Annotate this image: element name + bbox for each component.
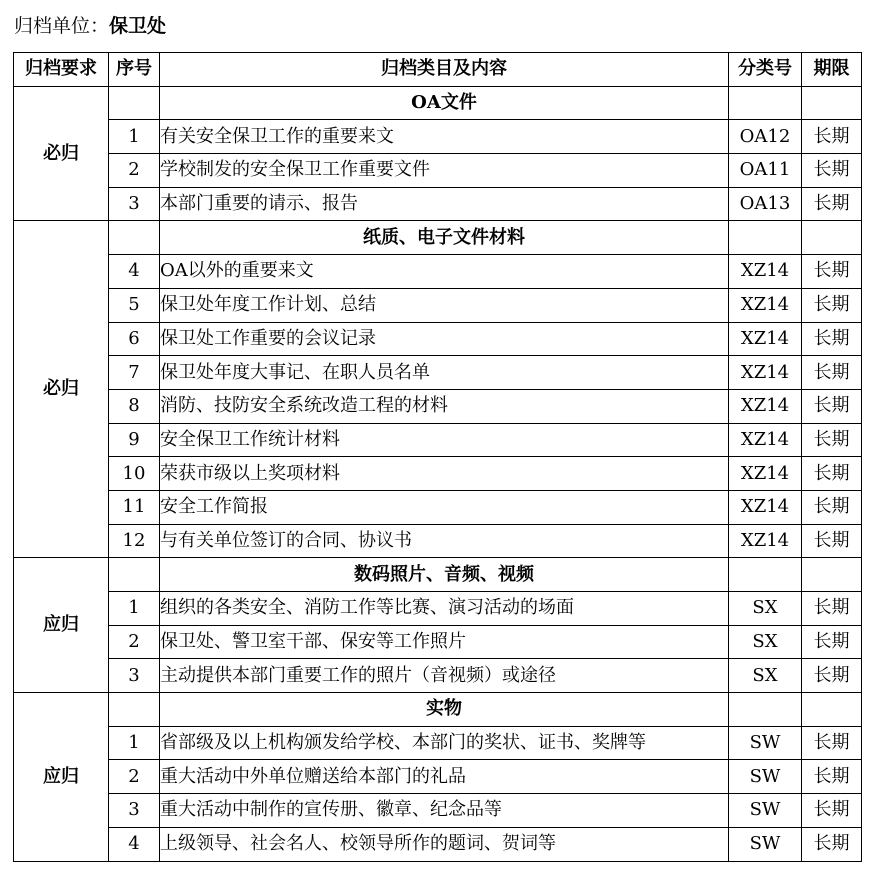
- table-row: [14, 726, 862, 760]
- retention-term-cell: 长期: [802, 356, 862, 390]
- retention-term-cell: 长期: [802, 625, 862, 659]
- content-cell: OA以外的重要来文: [160, 255, 729, 289]
- table-row: [14, 490, 862, 524]
- table-row: [14, 389, 862, 423]
- retention-term-cell: 长期: [802, 659, 862, 693]
- seq-cell: 2: [109, 625, 160, 659]
- content-cell: 与有关单位签订的合同、协议书: [160, 524, 729, 558]
- requirement-cell: 应归: [14, 693, 109, 861]
- empty-term-cell: [802, 693, 862, 727]
- table-row: [14, 187, 862, 221]
- empty-seq-cell: [109, 86, 160, 120]
- content-cell: 本部门重要的请示、报告: [160, 187, 729, 221]
- table-row: [14, 423, 862, 457]
- content-cell: 荣获市级以上奖项材料: [160, 457, 729, 491]
- section-title-cell: OA文件: [160, 86, 729, 120]
- section-title-cell: 实物: [160, 693, 729, 727]
- content-cell: 组织的各类安全、消防工作等比赛、演习活动的场面: [160, 592, 729, 626]
- empty-seq-cell: [109, 558, 160, 592]
- seq-cell: 10: [109, 457, 160, 491]
- classification-code-cell: SW: [729, 726, 802, 760]
- archive-unit-label: 归档单位：: [14, 15, 110, 37]
- section-title-row: [14, 558, 862, 592]
- content-cell: 重大活动中外单位赠送给本部门的礼品: [160, 760, 729, 794]
- classification-code-cell: XZ14: [729, 356, 802, 390]
- classification-code-cell: SW: [729, 760, 802, 794]
- content-cell: 消防、技防安全系统改造工程的材料: [160, 389, 729, 423]
- retention-term-cell: 长期: [802, 760, 862, 794]
- table-row: [14, 794, 862, 828]
- requirement-cell: 必归: [14, 86, 109, 221]
- classification-code-cell: SX: [729, 659, 802, 693]
- content-cell: 安全保卫工作统计材料: [160, 423, 729, 457]
- table-row: [14, 255, 862, 289]
- classification-code-cell: SX: [729, 592, 802, 626]
- retention-term-cell: 长期: [802, 322, 862, 356]
- seq-cell: 1: [109, 120, 160, 154]
- column-header-seq: 序号: [109, 53, 160, 87]
- archive-unit-name: 保卫处: [109, 15, 167, 37]
- empty-seq-cell: [109, 693, 160, 727]
- retention-term-cell: 长期: [802, 827, 862, 861]
- column-header-requirement: 归档要求: [14, 53, 109, 87]
- empty-code-cell: [729, 86, 802, 120]
- table-row: [14, 288, 862, 322]
- retention-term-cell: 长期: [802, 288, 862, 322]
- content-cell: 省部级及以上机构颁发给学校、本部门的奖状、证书、奖牌等: [160, 726, 729, 760]
- classification-code-cell: XZ14: [729, 524, 802, 558]
- seq-cell: 3: [109, 659, 160, 693]
- empty-code-cell: [729, 693, 802, 727]
- seq-cell: 9: [109, 423, 160, 457]
- seq-cell: 11: [109, 490, 160, 524]
- column-header-content: 归档类目及内容: [160, 53, 729, 87]
- table-row: [14, 356, 862, 390]
- content-cell: 学校制发的安全保卫工作重要文件: [160, 154, 729, 188]
- content-cell: 保卫处工作重要的会议记录: [160, 322, 729, 356]
- retention-term-cell: 长期: [802, 187, 862, 221]
- classification-code-cell: XZ14: [729, 389, 802, 423]
- classification-code-cell: XZ14: [729, 255, 802, 289]
- seq-cell: 2: [109, 760, 160, 794]
- table-row: [14, 827, 862, 861]
- table-row: [14, 592, 862, 626]
- seq-cell: 3: [109, 794, 160, 828]
- classification-code-cell: XZ14: [729, 457, 802, 491]
- retention-term-cell: 长期: [802, 255, 862, 289]
- content-cell: 有关安全保卫工作的重要来文: [160, 120, 729, 154]
- content-cell: 主动提供本部门重要工作的照片（音视频）或途径: [160, 659, 729, 693]
- table-row: [14, 625, 862, 659]
- classification-code-cell: XZ14: [729, 423, 802, 457]
- seq-cell: 12: [109, 524, 160, 558]
- table-body: [14, 86, 862, 861]
- table-header-row: [14, 53, 862, 87]
- content-cell: 保卫处年度大事记、在职人员名单: [160, 356, 729, 390]
- retention-term-cell: 长期: [802, 389, 862, 423]
- archive-unit-line: [14, 12, 166, 40]
- classification-code-cell: XZ14: [729, 322, 802, 356]
- seq-cell: 4: [109, 827, 160, 861]
- section-title-cell: 纸质、电子文件材料: [160, 221, 729, 255]
- section-title-row: [14, 693, 862, 727]
- content-cell: 上级领导、社会名人、校领导所作的题词、贺词等: [160, 827, 729, 861]
- section-title-row: [14, 86, 862, 120]
- table-row: [14, 322, 862, 356]
- retention-term-cell: 长期: [802, 423, 862, 457]
- retention-term-cell: 长期: [802, 794, 862, 828]
- classification-code-cell: OA13: [729, 187, 802, 221]
- content-cell: 安全工作简报: [160, 490, 729, 524]
- classification-code-cell: XZ14: [729, 288, 802, 322]
- retention-term-cell: 长期: [802, 154, 862, 188]
- seq-cell: 5: [109, 288, 160, 322]
- seq-cell: 2: [109, 154, 160, 188]
- retention-term-cell: 长期: [802, 524, 862, 558]
- empty-term-cell: [802, 221, 862, 255]
- classification-code-cell: SX: [729, 625, 802, 659]
- column-header-term: 期限: [802, 53, 862, 87]
- seq-cell: 4: [109, 255, 160, 289]
- content-cell: 保卫处、警卫室干部、保安等工作照片: [160, 625, 729, 659]
- retention-term-cell: 长期: [802, 490, 862, 524]
- empty-code-cell: [729, 221, 802, 255]
- table-row: [14, 120, 862, 154]
- classification-code-cell: SW: [729, 827, 802, 861]
- seq-cell: 7: [109, 356, 160, 390]
- seq-cell: 3: [109, 187, 160, 221]
- retention-term-cell: 长期: [802, 457, 862, 491]
- content-cell: 保卫处年度工作计划、总结: [160, 288, 729, 322]
- requirement-cell: 应归: [14, 558, 109, 693]
- empty-term-cell: [802, 86, 862, 120]
- table-row: [14, 760, 862, 794]
- seq-cell: 1: [109, 592, 160, 626]
- section-title-cell: 数码照片、音频、视频: [160, 558, 729, 592]
- empty-seq-cell: [109, 221, 160, 255]
- table-row: [14, 154, 862, 188]
- table-row: [14, 524, 862, 558]
- retention-term-cell: 长期: [802, 726, 862, 760]
- seq-cell: 1: [109, 726, 160, 760]
- classification-code-cell: SW: [729, 794, 802, 828]
- table-row: [14, 457, 862, 491]
- content-cell: 重大活动中制作的宣传册、徽章、纪念品等: [160, 794, 729, 828]
- empty-term-cell: [802, 558, 862, 592]
- retention-term-cell: 长期: [802, 120, 862, 154]
- empty-code-cell: [729, 558, 802, 592]
- table-row: [14, 659, 862, 693]
- classification-code-cell: OA12: [729, 120, 802, 154]
- classification-code-cell: XZ14: [729, 490, 802, 524]
- column-header-code: 分类号: [729, 53, 802, 87]
- requirement-cell: 必归: [14, 221, 109, 558]
- seq-cell: 6: [109, 322, 160, 356]
- classification-code-cell: OA11: [729, 154, 802, 188]
- archive-catalog-table: [13, 52, 862, 862]
- section-title-row: [14, 221, 862, 255]
- seq-cell: 8: [109, 389, 160, 423]
- retention-term-cell: 长期: [802, 592, 862, 626]
